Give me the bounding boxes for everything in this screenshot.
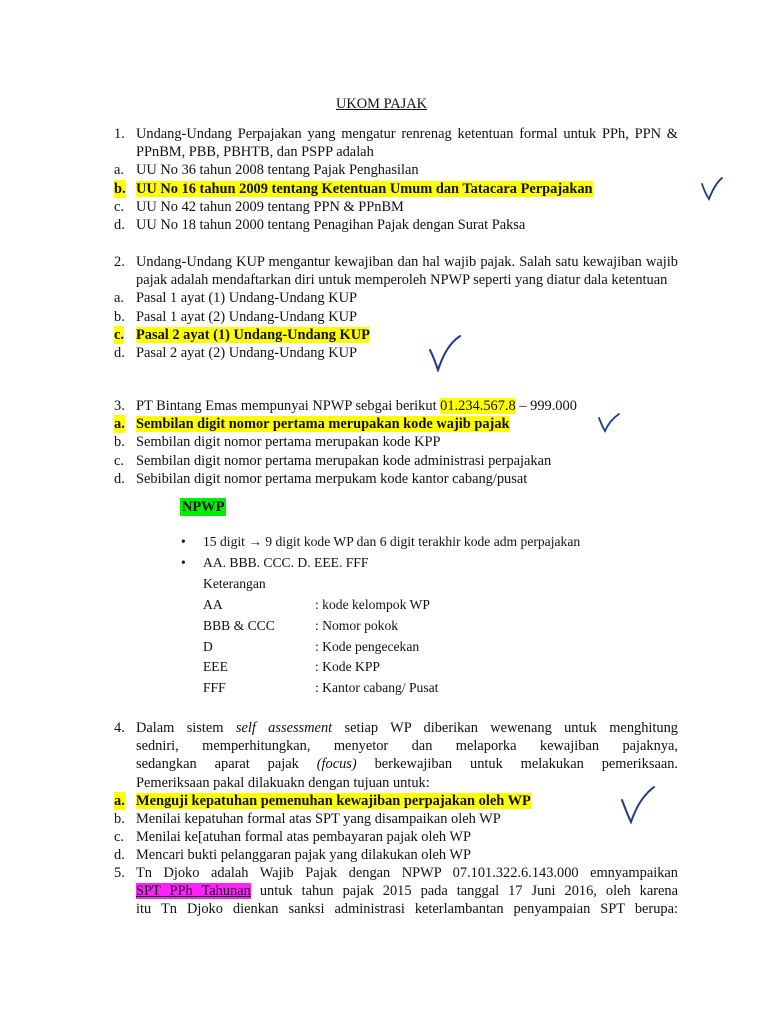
question-text: Undang-Undang KUP mengantur kewajiban dan hal wajib pajak. Salah satu kewajiban wajib pajak adalah mendaftarkan diri untuk memperoleh NPWP seperti yang diatur dala ketentuan xyxy=(136,254,678,289)
option-text: Mencari bukti pelanggaran pajak yang dilakukan oleh WP xyxy=(136,847,472,864)
option-text-highlighted: Menguji kepatuhan pemenuhan kewajiban perpajakan oleh WP xyxy=(136,792,531,809)
question-1 xyxy=(114,125,678,234)
keterangan-key: D xyxy=(203,639,213,654)
option-letter: a. xyxy=(114,290,124,307)
question-line xyxy=(136,755,678,773)
option-text: Pasal 1 ayat (2) Undang-Undang KUP xyxy=(136,308,358,325)
option-text: Menilai ke[atuhan formal atas pembayaran pajak oleh WP xyxy=(136,829,471,846)
npwp-heading xyxy=(180,498,226,516)
text-part: untuk tahun pajak 2015 pada tanggal 17 Juni 2016, oleh karena xyxy=(250,883,679,900)
option-text-highlighted: Pasal 2 ayat (1) Undang-Undang KUP xyxy=(136,326,370,343)
option-text: Sembilan digit nomor pertama merupakan kode administrasi perpajakan xyxy=(136,452,552,469)
question-2 xyxy=(114,253,678,362)
option-text: UU No 36 tahun 2008 tentang Pajak Penghasilan xyxy=(136,162,419,179)
option-a xyxy=(114,161,678,179)
option-letter: c. xyxy=(114,198,124,215)
option-letter: c. xyxy=(114,829,124,846)
option-letter: d. xyxy=(114,345,125,362)
option-letter: d. xyxy=(114,847,125,864)
question-line: Tn Djoko adalah Wajib Pajak dengan NPWP 07.101.322.6.143.000 emnyampaikan xyxy=(136,865,678,881)
option-letter: a. xyxy=(114,792,125,809)
option-text: Sebibilan digit nomor pertama merpukam kode kantor cabang/pusat xyxy=(136,470,528,487)
question-3 xyxy=(114,397,678,488)
option-text: Pasal 2 ayat (2) Undang-Undang KUP xyxy=(136,345,358,362)
option-c-answer xyxy=(114,326,678,344)
option-text-highlighted: Sembilan digit nomor pertama merupakan kode wajib pajak xyxy=(136,416,510,433)
option-d xyxy=(114,470,678,488)
option-c xyxy=(114,452,678,470)
checkmark-icon xyxy=(620,784,656,824)
question-number: 3. xyxy=(114,398,125,414)
question-text xyxy=(136,719,678,792)
option-letter: a. xyxy=(114,162,124,179)
option-letter: c. xyxy=(114,326,124,343)
question-line: Pemeriksaan pakal dilakuakn dengan tujuan untuk: xyxy=(136,774,430,791)
bullet-icon: • xyxy=(181,555,186,570)
text-part: Dalam sistem xyxy=(136,720,236,736)
question-number: 2. xyxy=(114,254,125,270)
option-letter: c. xyxy=(114,452,124,469)
option-d xyxy=(114,846,678,864)
option-b-answer xyxy=(114,180,678,198)
option-list xyxy=(114,161,678,234)
question-text xyxy=(136,864,678,919)
bullet-icon: • xyxy=(181,534,186,549)
option-b xyxy=(114,810,678,828)
keterangan-key: AA xyxy=(203,597,223,612)
option-list xyxy=(114,289,678,362)
option-list xyxy=(114,415,678,488)
option-d xyxy=(114,344,678,362)
question-text: Undang-Undang Perpajakan yang mengatur renrenag ketentuan formal untuk PPh, PPN & PPnBM, PBB, PBHTB, dan PSPP adalah xyxy=(136,126,678,161)
option-text: Pasal 1 ayat (1) Undang-Undang KUP xyxy=(136,290,358,307)
option-text: UU No 42 tahun 2009 tentang PPN & PPnBM xyxy=(136,198,404,215)
option-letter: b. xyxy=(114,180,126,197)
option-list xyxy=(114,792,678,865)
option-letter: b. xyxy=(114,434,125,451)
option-letter: b. xyxy=(114,308,125,325)
option-letter: b. xyxy=(114,811,125,828)
question-line: sedniri, memperhitungkan, menyetor dan melaporka kewajiban pajaknya, xyxy=(136,738,678,755)
keterangan-value: : Kode KPP xyxy=(315,659,380,674)
option-b xyxy=(114,433,678,451)
keterangan-value: : Kantor cabang/ Pusat xyxy=(315,680,439,695)
question-number: 4. xyxy=(114,720,125,736)
option-letter: a. xyxy=(114,416,125,433)
option-a-answer xyxy=(114,415,678,433)
option-text-highlighted: UU No 16 tahun 2009 tentang Ketentuan Umum dan Tatacara Perpajakan xyxy=(136,180,593,197)
option-text: Menilai kepatuhan formal atas SPT yang disampaikan oleh WP xyxy=(136,811,501,828)
text-part: sedangkan aparat pajak xyxy=(136,756,317,773)
option-text: Sembilan digit nomor pertama merupakan kode KPP xyxy=(136,434,441,451)
keterangan-key: BBB & CCC xyxy=(203,618,275,633)
checkmark-icon xyxy=(428,334,462,372)
option-c xyxy=(114,198,678,216)
text-part: setiap WP diberikan wewenang untuk menghitung xyxy=(332,720,678,736)
page-title: UKOM PAJAK xyxy=(336,96,428,112)
npwp-label: NPWP xyxy=(182,499,225,515)
text-part: berkewajiban untuk melakukan pemeriksaan. xyxy=(356,756,679,773)
npwp-number-highlighted: 01.234.567.8 xyxy=(440,398,516,414)
option-b xyxy=(114,308,678,326)
question-number: 1. xyxy=(114,126,125,142)
option-a xyxy=(114,289,678,307)
bullet-text: AA. BBB. CCC. D. EEE. FFF xyxy=(203,555,369,570)
keterangan-key: FFF xyxy=(203,680,226,695)
question-5 xyxy=(114,864,678,919)
option-letter: d. xyxy=(114,470,125,487)
question-line: itu Tn Djoko dienkan sanksi administrasi keterlambantan penyampaian SPT berupa: xyxy=(136,901,678,918)
question-text-part: PT Bintang Emas mempunyai NPWP sebgai berikut xyxy=(136,398,441,414)
text-italic: self assessment xyxy=(235,720,333,736)
keterangan-value: : Nomor pokok xyxy=(315,618,399,633)
spt-highlighted: SPT PPh Tahunan xyxy=(136,883,251,900)
keterangan-text: Keterangan xyxy=(203,576,266,591)
question-line xyxy=(136,719,678,737)
option-text: UU No 18 tahun 2000 tentang Penagihan Pajak dengan Surat Paksa xyxy=(136,217,526,234)
checkmark-icon xyxy=(597,412,621,434)
option-a-answer xyxy=(114,792,678,810)
option-c xyxy=(114,828,678,846)
option-d xyxy=(114,216,678,234)
keterangan-value: : kode kelompok WP xyxy=(315,597,430,612)
question-line xyxy=(136,882,678,900)
keterangan-value: : Kode pengecekan xyxy=(315,639,420,654)
bullet-text: 15 digit → 9 digit kode WP dan 6 digit terakhir kode adm perpajakan xyxy=(203,534,581,549)
question-4 xyxy=(114,719,678,865)
keterangan-key: EEE xyxy=(203,659,228,674)
question-number: 5. xyxy=(114,865,125,881)
text-italic: (focus) xyxy=(316,756,357,773)
checkmark-icon xyxy=(700,176,724,202)
option-letter: d. xyxy=(114,217,125,234)
question-text-part: – 999.000 xyxy=(515,398,577,414)
